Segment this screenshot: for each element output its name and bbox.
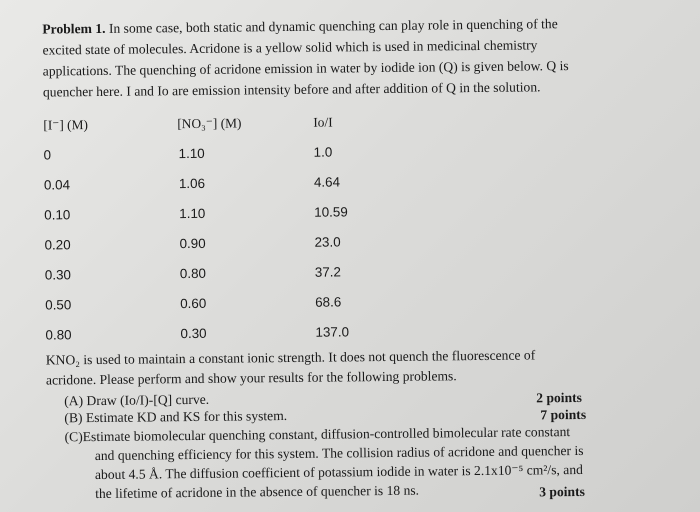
part-b-body: Estimate KD and KS for this system. <box>85 408 288 426</box>
part-b-text <box>64 407 287 426</box>
intro-line-1 <box>42 15 558 37</box>
note-line-2: acridone. Please perform and show your results for the following problems. <box>45 368 457 388</box>
header-ratio: Io/I <box>313 114 333 130</box>
cell-iodide: 0 <box>43 147 52 163</box>
cell-nitrate: 0.30 <box>180 325 207 342</box>
cell-iodide: 0.20 <box>44 237 71 253</box>
cell-ratio: 10.59 <box>314 204 348 220</box>
header-nitrate: [NO₃⁻] (M) <box>177 115 242 132</box>
cell-ratio: 68.6 <box>315 294 342 310</box>
part-c-line-4: the lifetime of acridone in the absence of quencher is 18 ns. <box>95 482 420 502</box>
part-c-line-3: about 4.5 Å. The diffusion coefficient of potassium iodide in water is 2.1x10⁻⁵ cm²/s, and <box>94 461 583 483</box>
part-a-label: (A) <box>64 393 84 409</box>
part-a-text <box>64 391 209 410</box>
intro-line-3: applications. The quenching of acridone emission in water by iodide ion (Q) is given below. Q is <box>42 58 569 79</box>
cell-nitrate: 1.10 <box>179 205 206 222</box>
part-c-line-2: and quenching efficiency for this system. The collision radius of acridone and quencher is <box>94 442 584 464</box>
part-c-line-1-text: Estimate biomolecular quenching constant, diffusion-controlled bimolecular rate constant <box>82 424 571 445</box>
cell-nitrate: 0.90 <box>179 235 206 252</box>
cell-ratio: 1.0 <box>313 144 333 160</box>
cell-iodide: 0.30 <box>44 267 72 283</box>
cell-nitrate: 1.10 <box>178 145 205 162</box>
cell-iodide: 0.80 <box>45 327 72 343</box>
cell-nitrate: 1.06 <box>178 175 206 192</box>
cell-ratio: 37.2 <box>314 264 342 280</box>
intro-line-2: excited state of molecules. Acridone is a yellow solid which is used in medicinal chemistry <box>42 37 538 58</box>
cell-iodide: 0.50 <box>45 297 72 313</box>
part-b-points: 7 points <box>540 406 587 423</box>
cell-ratio: 137.0 <box>315 324 350 340</box>
intro-line-1-text: In some case, both static and dynamic quenching can play role in quenching of the <box>108 16 558 36</box>
problem-label: Problem 1. <box>42 20 106 37</box>
intro-line-4: quencher here. I and Io are emission intensity before and after addition of Q in the solution. <box>42 79 541 100</box>
cell-iodide: 0.10 <box>44 207 71 223</box>
cell-nitrate: 0.80 <box>179 265 207 282</box>
part-a-body: Draw (Io/I)-[Q] curve. <box>86 391 210 409</box>
cell-iodide: 0.04 <box>43 177 71 193</box>
part-c-points: 3 points <box>539 483 585 500</box>
cell-ratio: 4.64 <box>313 174 341 190</box>
part-a-points: 2 points <box>536 389 582 406</box>
cell-nitrate: 0.60 <box>180 295 207 312</box>
header-iodide: [I⁻] (M) <box>43 117 89 133</box>
part-b-label: (B) <box>64 410 83 426</box>
part-c-label: (C) <box>64 429 83 445</box>
note-line-1: KNO₂ is used to maintain a constant ionic strength. It does not quench the fluorescence of <box>45 347 536 368</box>
cell-ratio: 23.0 <box>314 234 341 250</box>
